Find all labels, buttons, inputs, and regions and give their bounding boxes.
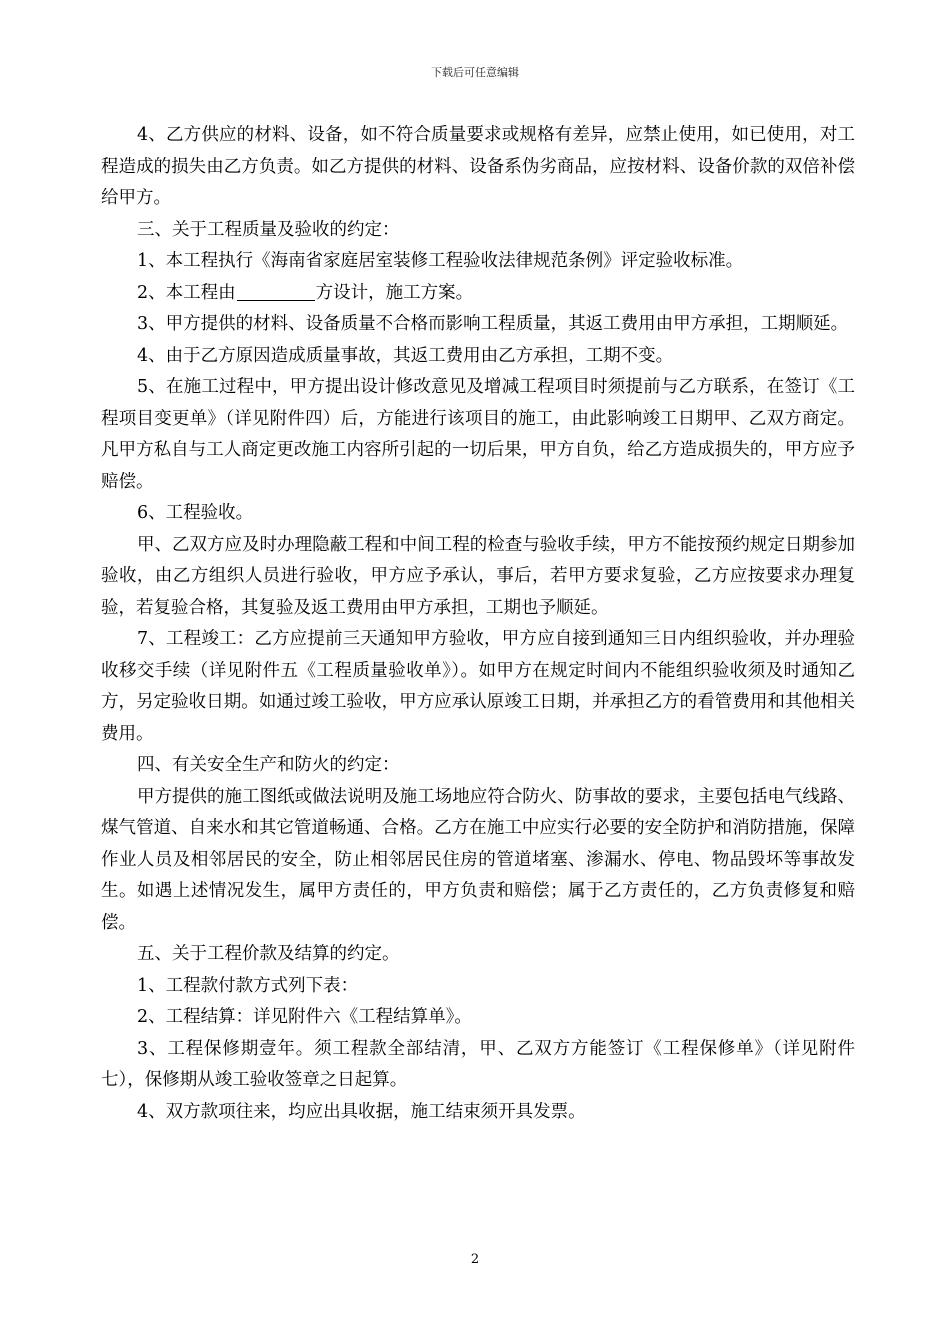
page-number: 2: [470, 1252, 480, 1267]
paragraph-material-quality: 4、乙方供应的材料、设备，如不符合质量要求或规格有差异，应禁止使用，如已使用，对工程造成的损失由乙方负责。如乙方提供的材料、设备系伪劣商品，应按材料、设备价款的双倍补偿给甲方。: [101, 125, 855, 208]
page-header: 下载后可任意编辑: [431, 66, 519, 79]
paragraph-design-changes: 5、在施工过程中，甲方提出设计修改意见及增减工程项目时须提前与乙方联系，在签订《工程项目变更单》（详见附件四）后，方能进行该项目的施工，由此影响竣工日期甲、乙双方商定。凡甲方私自与工人商定更改施工内容所引起的一切后果，甲方自负，给乙方造成损失的，甲方应予赔偿。: [101, 377, 855, 492]
paragraph-party-a-materials: 3、甲方提供的材料、设备质量不合格而影响工程质量，其返工费用由甲方承担，工期顺延。: [137, 314, 849, 334]
design-party-text-before: 2、本工程由: [137, 282, 236, 303]
paragraph-project-acceptance: 6、工程验收。: [137, 503, 254, 523]
paragraph-design-party: [101, 278, 855, 310]
paragraph-receipts-invoices: 4、双方款项往来，均应出具收据，施工结束须开具发票。: [137, 1101, 586, 1122]
section-heading-price-settlement: 五、关于工程价款及结算的约定。: [137, 944, 400, 964]
document-body: [101, 120, 855, 1128]
paragraph-party-b-accident: 4、由于乙方原因造成质量事故，其返工费用由乙方承担，工期不变。: [137, 345, 674, 366]
section-heading-safety-fire: 四、有关安全生产和防火的约定：: [137, 755, 400, 775]
paragraph-payment-method: 1、工程款付款方式列下表：: [137, 975, 359, 996]
paragraph-warranty: 3、工程保修期壹年。须工程款全部结清，甲、乙双方方能签订《工程保修单》（详见附件七），保修期从竣工验收签章之日起算。: [101, 1038, 855, 1090]
design-party-blank: [237, 282, 315, 301]
section-heading-quality-acceptance: 三、关于工程质量及验收的约定：: [137, 219, 400, 240]
paragraph-settlement: 2、工程结算：详见附件六《工程结算单》。: [137, 1007, 472, 1027]
design-party-text-after: 方设计，施工方案。: [315, 282, 474, 303]
paragraph-safety-measures: 甲方提供的施工图纸或做法说明及施工场地应符合防火、防事故的要求，主要包括电气线路、煤气管道、自来水和其它管道畅通、合格。乙方在施工中应实行必要的安全防护和消防措施，保障作业人员及相邻居民的安全，防止相邻居民住房的管道堵塞、渗漏水、停电、物品毁坏等事故发生。如遇上述情况发生，属甲方责任的，甲方负责和赔偿；属于乙方责任的，乙方负责修复和赔偿。: [101, 786, 855, 933]
paragraph-project-completion: 7、工程竣工：乙方应提前三天通知甲方验收，甲方应自接到通知三日内组织验收，并办理验收移交手续（详见附件五《工程质量验收单》）。如甲方在规定时间内不能组织验收须及时通知乙方，另定验收日期。如通过竣工验收，甲方应承认原竣工日期，并承担乙方的看管费用和其他相关费用。: [101, 629, 855, 744]
paragraph-hidden-works-inspection: 甲、乙双方应及时办理隐蔽工程和中间工程的检查与验收手续，甲方不能按预约规定日期参加验收，由乙方组织人员进行验收，甲方应予承认，事后，若甲方要求复验，乙方应按要求办理复验，若复验合格，其复验及返工费用由甲方承担，工期也予顺延。: [101, 534, 855, 618]
paragraph-acceptance-standard: 1、本工程执行《海南省家庭居室装修工程验收法律规范条例》评定验收标准。: [137, 251, 744, 271]
